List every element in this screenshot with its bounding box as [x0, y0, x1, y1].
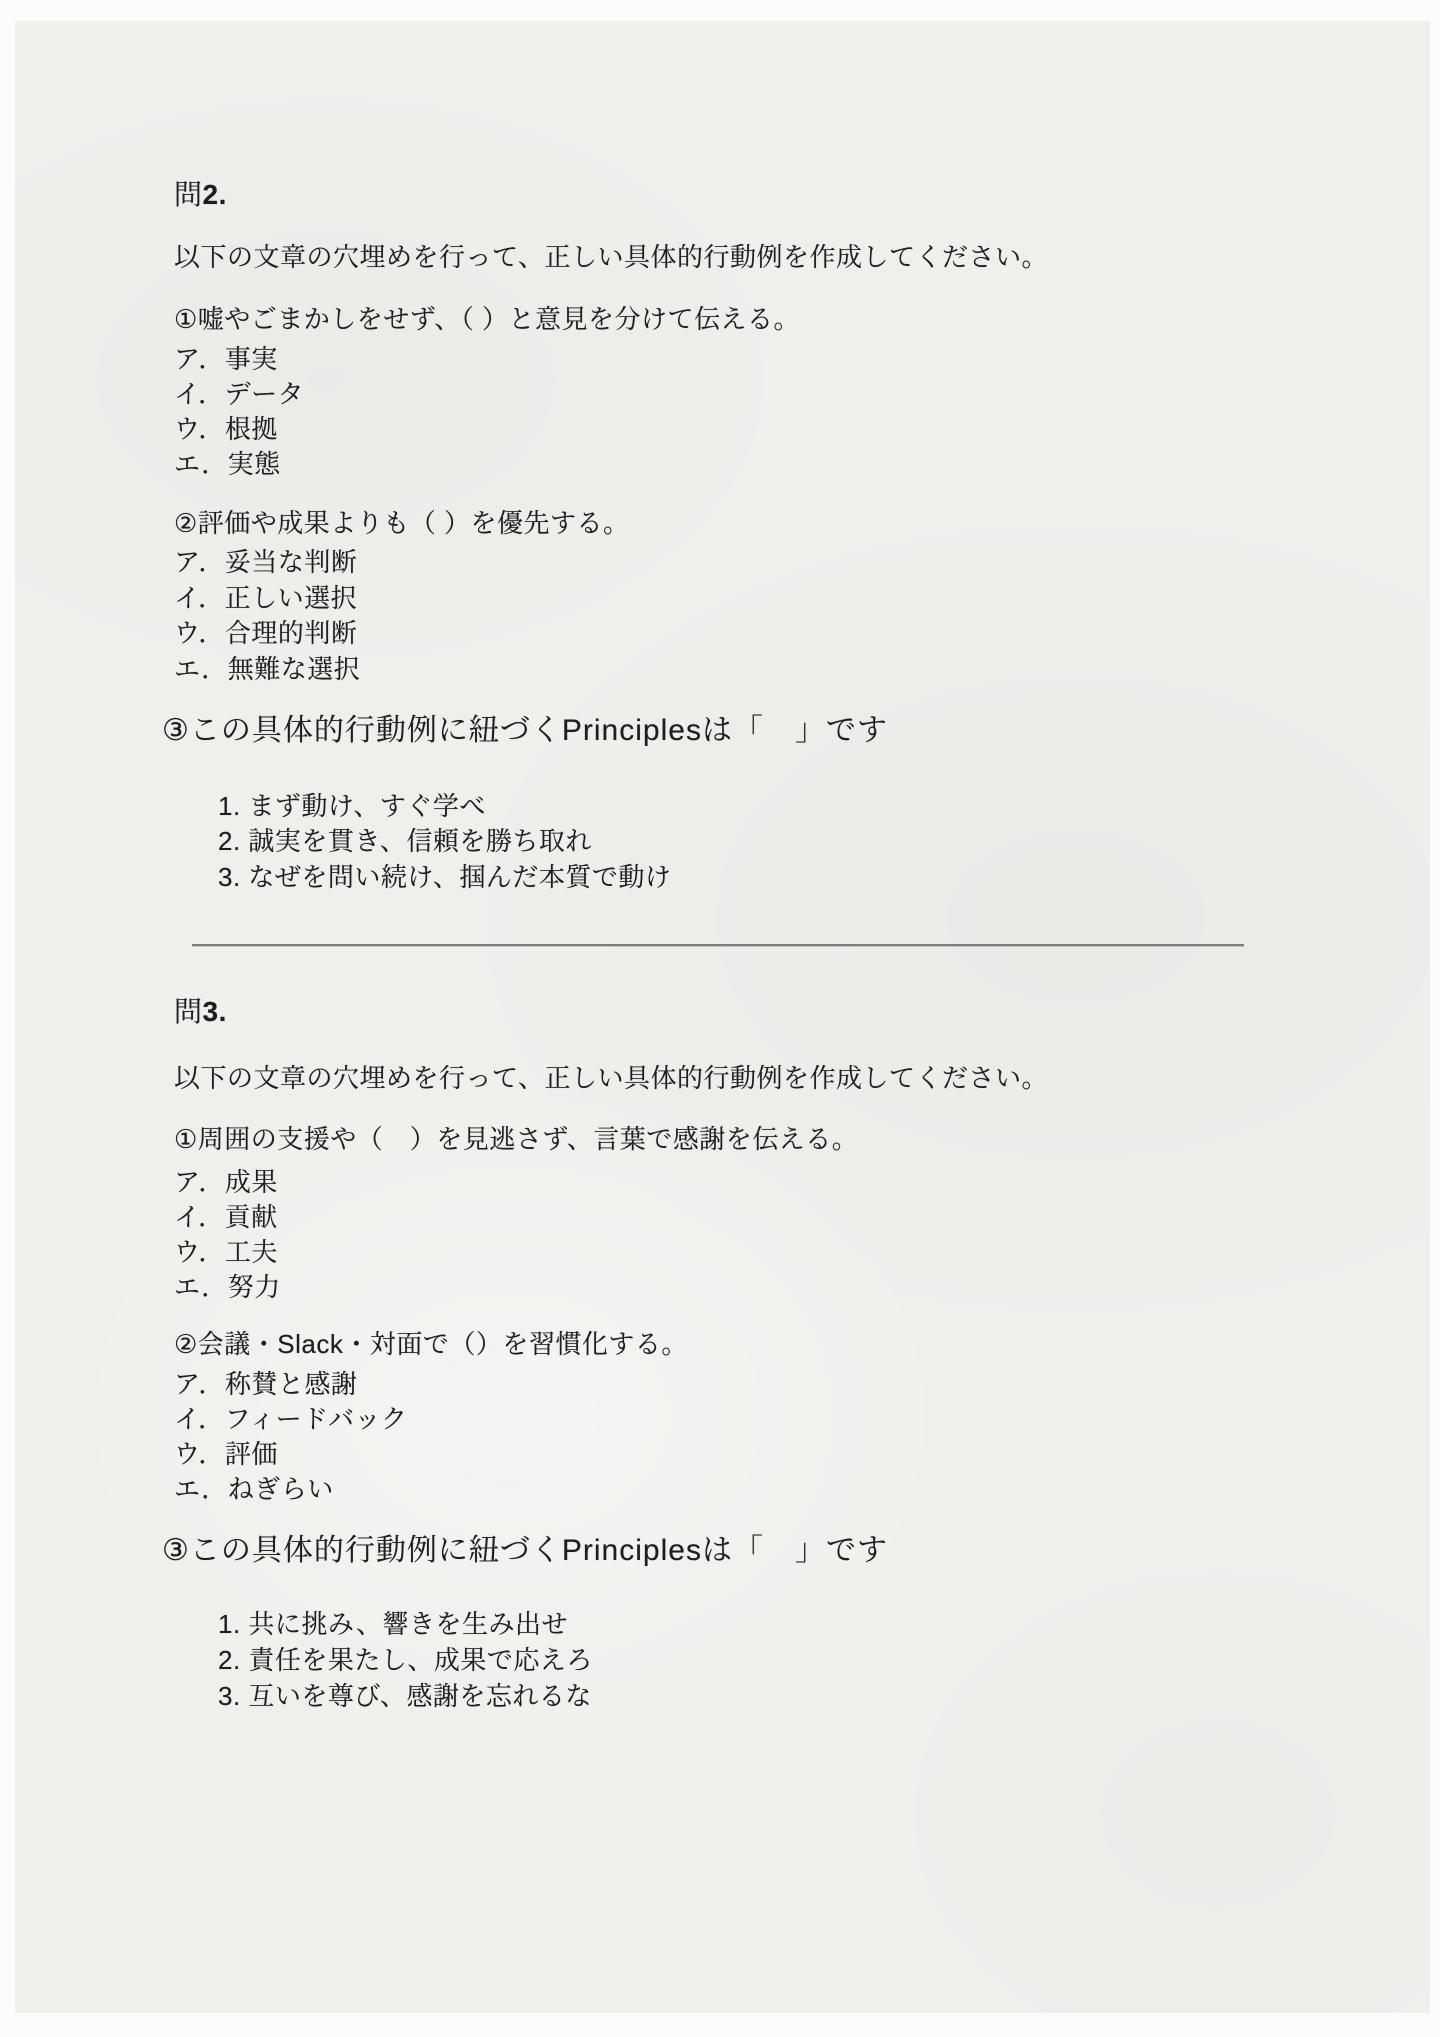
question-3-label-number: 3.	[202, 996, 227, 1027]
question-2-instruction: 以下の文章の穴埋めを行って、正しい具体的行動例を作成してください。	[174, 242, 1048, 272]
question-3-instruction: 以下の文章の穴埋めを行って、正しい具体的行動例を作成してください。	[174, 1063, 1048, 1093]
q2-item1-option-a: ア．事実	[174, 344, 278, 374]
q3-item1-option-u: ウ．工夫	[174, 1237, 278, 1267]
q3-principles-heading: ③この具体的行動例に紐づくPrinciplesは「 」です	[162, 1534, 888, 1567]
q2-item2-prompt: ②評価や成果よりも（ ）を優先する。	[174, 508, 630, 538]
q3-item1-option-e: エ．努力	[174, 1272, 281, 1302]
q3-principle-2: 2. 責任を果たし、成果で応えろ	[218, 1645, 593, 1675]
question-2-label	[174, 179, 227, 211]
q3-item2-option-i: イ．フィードバック	[174, 1404, 408, 1434]
q3-principle-3: 3. 互いを尊び、感謝を忘れるな	[218, 1681, 592, 1711]
q3-item1-option-a: ア．成果	[174, 1167, 278, 1197]
q2-item1-prompt: ①嘘やごまかしをせず、（ ）と意見を分けて伝える。	[174, 304, 800, 334]
q2-item1-option-i: イ．データ	[174, 379, 305, 409]
q3-item2-prompt: ②会議・Slack・対面で（）を習慣化する。	[174, 1329, 688, 1359]
q3-principle-1: 1. 共に挑み、響きを生み出せ	[218, 1609, 568, 1639]
q2-item2-option-a: ア．妥当な判断	[174, 547, 358, 577]
q2-principle-2: 2. 誠実を貫き、信頼を勝ち取れ	[218, 826, 592, 856]
q3-item2-option-a: ア．称賛と感謝	[174, 1369, 358, 1399]
question-2-label-number: 2.	[202, 179, 227, 210]
section-divider	[192, 944, 1244, 946]
q2-item2-option-e: エ．無難な選択	[174, 654, 361, 684]
q3-item1-option-i: イ．貢献	[174, 1202, 278, 1232]
question-2-label-kanji: 問	[174, 179, 203, 210]
q2-item1-option-u: ウ．根拠	[174, 414, 278, 444]
question-3-label-kanji: 問	[174, 996, 203, 1027]
q3-item1-prompt: ①周囲の支援や（ ）を見逃さず、言葉で感謝を伝える。	[174, 1124, 859, 1154]
q2-item2-option-i: イ．正しい選択	[174, 583, 358, 613]
q2-principle-3: 3. なぜを問い続け、掴んだ本質で動け	[218, 862, 672, 892]
q3-item2-option-u: ウ．評価	[174, 1439, 278, 1469]
q3-item2-option-e: エ．ねぎらい	[174, 1474, 334, 1504]
q2-item1-option-e: エ．実態	[174, 449, 281, 479]
question-3-label	[174, 996, 227, 1028]
q2-item2-option-u: ウ．合理的判断	[174, 618, 358, 648]
q2-principle-1: 1. まず動け、すぐ学べ	[218, 791, 486, 821]
q2-principles-heading: ③この具体的行動例に紐づくPrinciplesは「 」です	[162, 714, 888, 747]
